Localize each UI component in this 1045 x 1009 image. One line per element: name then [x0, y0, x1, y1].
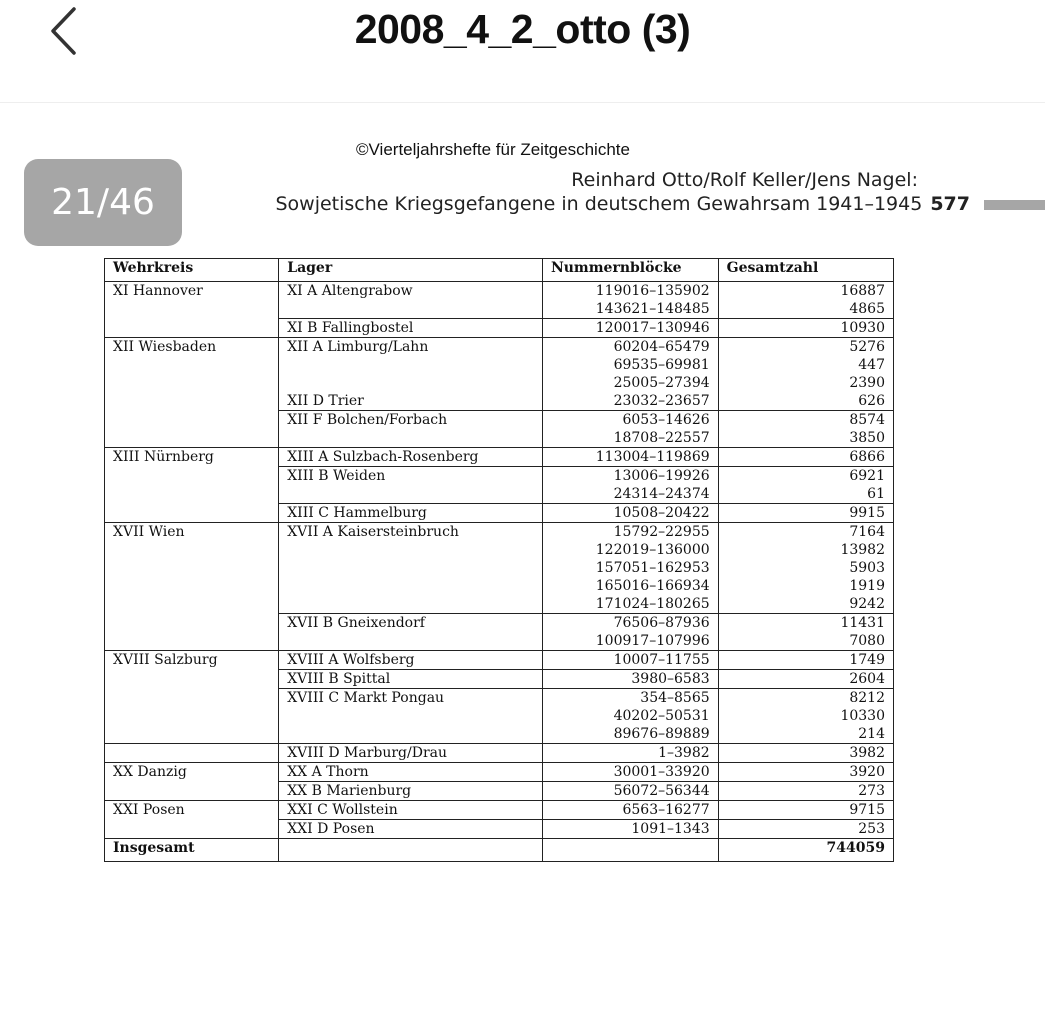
nummernblock-value: 113004–119869 [595, 449, 710, 465]
nummernblock-value: 25005–27394 [613, 375, 710, 391]
gesamtzahl-value: 11431 [840, 615, 885, 631]
gesamtzahl-value: 7164 [849, 524, 885, 540]
lager-cell [279, 523, 543, 614]
nummernblock-value: 122019–136000 [595, 542, 710, 558]
nummernblock-cell [542, 670, 718, 689]
lager-name: XI B Fallingbostel [287, 320, 414, 336]
wehrkreis-cell: XII Wiesbaden [105, 338, 279, 448]
nummernblock-value: 89676–89889 [613, 726, 710, 742]
gesamtzahl-cell [718, 763, 893, 782]
lager-name: XII A Limburg/Lahn [287, 339, 429, 355]
document-title: 2008_4_2_otto (3) [354, 6, 691, 52]
gesamtzahl-cell [718, 338, 893, 411]
gesamtzahl-cell [718, 282, 893, 319]
nummernblock-value: 6563–16277 [622, 802, 710, 818]
table-row [105, 744, 894, 763]
lager-name: XIII A Sulzbach-Rosenberg [287, 449, 479, 465]
table-row [105, 523, 894, 614]
lager-cell [279, 670, 543, 689]
lager-cell [279, 319, 543, 338]
gesamtzahl-cell [718, 651, 893, 670]
nummernblock-value: 143621–148485 [595, 301, 710, 317]
gesamtzahl-value: 2604 [849, 671, 885, 687]
nummernblock-value: 1–3982 [658, 745, 710, 761]
page-indicator: 21/46 [24, 159, 182, 246]
nummernblock-value: 56072–56344 [613, 783, 710, 799]
nummernblock-value: 10007–11755 [613, 652, 710, 668]
lager-cell [279, 820, 543, 839]
column-header: Gesamtzahl [718, 259, 893, 282]
gesamtzahl-cell [718, 820, 893, 839]
total-value: 744059 [718, 839, 893, 862]
gesamtzahl-cell [718, 523, 893, 614]
nummernblock-value: 76506–87936 [613, 615, 710, 631]
nummernblock-value: 1091–1343 [631, 821, 710, 837]
nummernblock-cell [542, 448, 718, 467]
lager-name: XX A Thorn [287, 764, 369, 780]
total-label: Insgesamt [105, 839, 279, 862]
gesamtzahl-value: 1749 [849, 652, 885, 668]
lager-cell [279, 504, 543, 523]
lager-name: XII D Trier [287, 393, 364, 409]
nummernblock-value: 171024–180265 [595, 596, 710, 612]
nummernblock-value: 157051–162953 [595, 560, 710, 576]
gesamtzahl-value: 9715 [849, 802, 885, 818]
lager-name: XVIII B Spittal [287, 671, 391, 687]
nummernblock-cell [542, 763, 718, 782]
gesamtzahl-value: 273 [858, 783, 885, 799]
lager-name: XVIII A Wolfsberg [287, 652, 415, 668]
nummernblock-value: 354–8565 [640, 690, 710, 706]
gesamtzahl-value: 3850 [849, 430, 885, 446]
nummernblock-value: 120017–130946 [595, 320, 710, 336]
table-header-row [105, 259, 894, 282]
lager-cell [279, 801, 543, 820]
gesamtzahl-value: 3982 [849, 745, 885, 761]
nummernblock-cell [542, 744, 718, 763]
gesamtzahl-cell [718, 614, 893, 651]
gesamtzahl-cell [718, 411, 893, 448]
lager-cell [279, 763, 543, 782]
lager-cell [279, 411, 543, 448]
nummernblock-value: 18708–22557 [613, 430, 710, 446]
table-row [105, 448, 894, 467]
lager-name: XIII B Weiden [287, 468, 386, 484]
lager-name: XII F Bolchen/Forbach [287, 412, 448, 428]
gesamtzahl-value: 10930 [840, 320, 885, 336]
wehrkreis-cell [105, 744, 279, 763]
gesamtzahl-cell [718, 744, 893, 763]
gesamtzahl-value: 16887 [840, 283, 885, 299]
top-bar [0, 0, 1045, 103]
gesamtzahl-cell [718, 801, 893, 820]
gesamtzahl-value: 9915 [849, 505, 885, 521]
nummernblock-value: 60204–65479 [613, 339, 710, 355]
lager-cell [279, 467, 543, 504]
data-table [104, 258, 894, 862]
lager-cell [279, 689, 543, 744]
nummernblock-value: 10508–20422 [613, 505, 710, 521]
lager-cell [279, 651, 543, 670]
lager-name [287, 374, 534, 392]
table-row [105, 282, 894, 319]
nummernblock-cell [542, 523, 718, 614]
nummernblock-value: 15792–22955 [613, 524, 710, 540]
gesamtzahl-value: 5276 [849, 339, 885, 355]
gesamtzahl-value: 2390 [849, 375, 885, 391]
nummernblock-cell [542, 614, 718, 651]
gesamtzahl-value: 61 [867, 486, 885, 502]
nummernblock-value: 69535–69981 [613, 357, 710, 373]
gesamtzahl-cell [718, 670, 893, 689]
wehrkreis-cell: XVIII Salzburg [105, 651, 279, 744]
nummernblock-value: 23032–23657 [613, 393, 710, 409]
wehrkreis-cell: XXI Posen [105, 801, 279, 839]
gesamtzahl-cell [718, 782, 893, 801]
lager-cell [279, 448, 543, 467]
nummernblock-cell [542, 651, 718, 670]
gesamtzahl-value: 8212 [849, 690, 885, 706]
running-header-title-text: Sowjetische Kriegsgefangene in deutschem Gewahrsam 1941–1945 [275, 193, 923, 215]
gesamtzahl-value: 1919 [849, 578, 885, 594]
gesamtzahl-value: 253 [858, 821, 885, 837]
nummernblock-value: 13006–19926 [613, 468, 710, 484]
lager-name: XVIII C Markt Pongau [287, 690, 445, 706]
gesamtzahl-value: 8574 [849, 412, 885, 428]
lager-name: XVIII D Marburg/Drau [287, 745, 448, 761]
running-header-authors: Reinhard Otto/Rolf Keller/Jens Nagel: [571, 169, 918, 191]
copyright-line: ©Vierteljahrshefte für Zeitgeschichte [356, 140, 630, 159]
nummernblock-value: 100917–107996 [595, 633, 710, 649]
nummernblock-value: 6053–14626 [622, 412, 710, 428]
lager-cell [279, 614, 543, 651]
nummernblock-value: 30001–33920 [613, 764, 710, 780]
total-empty-cell [542, 839, 718, 862]
table-row [105, 338, 894, 411]
nummernblock-cell [542, 820, 718, 839]
table-row [105, 651, 894, 670]
gesamtzahl-value: 5903 [849, 560, 885, 576]
gesamtzahl-value: 626 [858, 393, 885, 409]
nummernblock-cell [542, 319, 718, 338]
nummernblock-cell [542, 689, 718, 744]
lager-cell [279, 338, 543, 411]
gesamtzahl-value: 10330 [840, 708, 885, 724]
gesamtzahl-value: 4865 [849, 301, 885, 317]
page-edge-marker [984, 200, 1045, 210]
nummernblock-value: 165016–166934 [595, 578, 710, 594]
nummernblock-cell [542, 411, 718, 448]
total-row [105, 839, 894, 862]
nummernblock-value: 24314–24374 [613, 486, 710, 502]
table-row [105, 801, 894, 820]
gesamtzahl-cell [718, 504, 893, 523]
lager-name: XVII A Kaisersteinbruch [287, 524, 459, 540]
lager-name: XXI D Posen [287, 821, 375, 837]
column-header: Wehrkreis [105, 259, 279, 282]
column-header: Nummernblöcke [542, 259, 718, 282]
gesamtzahl-value: 7080 [849, 633, 885, 649]
lager-name: XVII B Gneixendorf [287, 615, 425, 631]
nummernblock-cell [542, 467, 718, 504]
lager-name [287, 356, 534, 374]
wehrkreis-cell: XI Hannover [105, 282, 279, 338]
gesamtzahl-value: 13982 [840, 542, 885, 558]
total-empty-cell [279, 839, 543, 862]
lager-name: XX B Marienburg [287, 783, 412, 799]
gesamtzahl-cell [718, 448, 893, 467]
nummernblock-cell [542, 801, 718, 820]
nummernblock-value: 3980–6583 [631, 671, 710, 687]
gesamtzahl-cell [718, 319, 893, 338]
table-body [105, 282, 894, 839]
wehrkreis-cell: XIII Nürnberg [105, 448, 279, 523]
gesamtzahl-value: 6866 [849, 449, 885, 465]
gesamtzahl-value: 214 [858, 726, 885, 742]
wehrkreis-cell: XX Danzig [105, 763, 279, 801]
running-header-title [275, 193, 970, 215]
lager-name: XIII C Hammelburg [287, 505, 427, 521]
lager-name: XXI C Wollstein [287, 802, 398, 818]
gesamtzahl-cell [718, 467, 893, 504]
gesamtzahl-value: 447 [858, 357, 885, 373]
lager-cell [279, 282, 543, 319]
column-header: Lager [279, 259, 543, 282]
nummernblock-cell [542, 338, 718, 411]
lager-cell [279, 782, 543, 801]
nummernblock-cell [542, 282, 718, 319]
page-number: 577 [930, 193, 970, 215]
nummernblock-value: 119016–135902 [595, 283, 710, 299]
gesamtzahl-value: 9242 [849, 596, 885, 612]
lager-cell [279, 744, 543, 763]
lager-name: XI A Altengrabow [287, 283, 413, 299]
nummernblock-cell [542, 504, 718, 523]
gesamtzahl-value: 6921 [849, 468, 885, 484]
table-row [105, 763, 894, 782]
wehrkreis-cell: XVII Wien [105, 523, 279, 651]
gesamtzahl-cell [718, 689, 893, 744]
gesamtzahl-value: 3920 [849, 764, 885, 780]
nummernblock-value: 40202–50531 [613, 708, 710, 724]
nummernblock-cell [542, 782, 718, 801]
